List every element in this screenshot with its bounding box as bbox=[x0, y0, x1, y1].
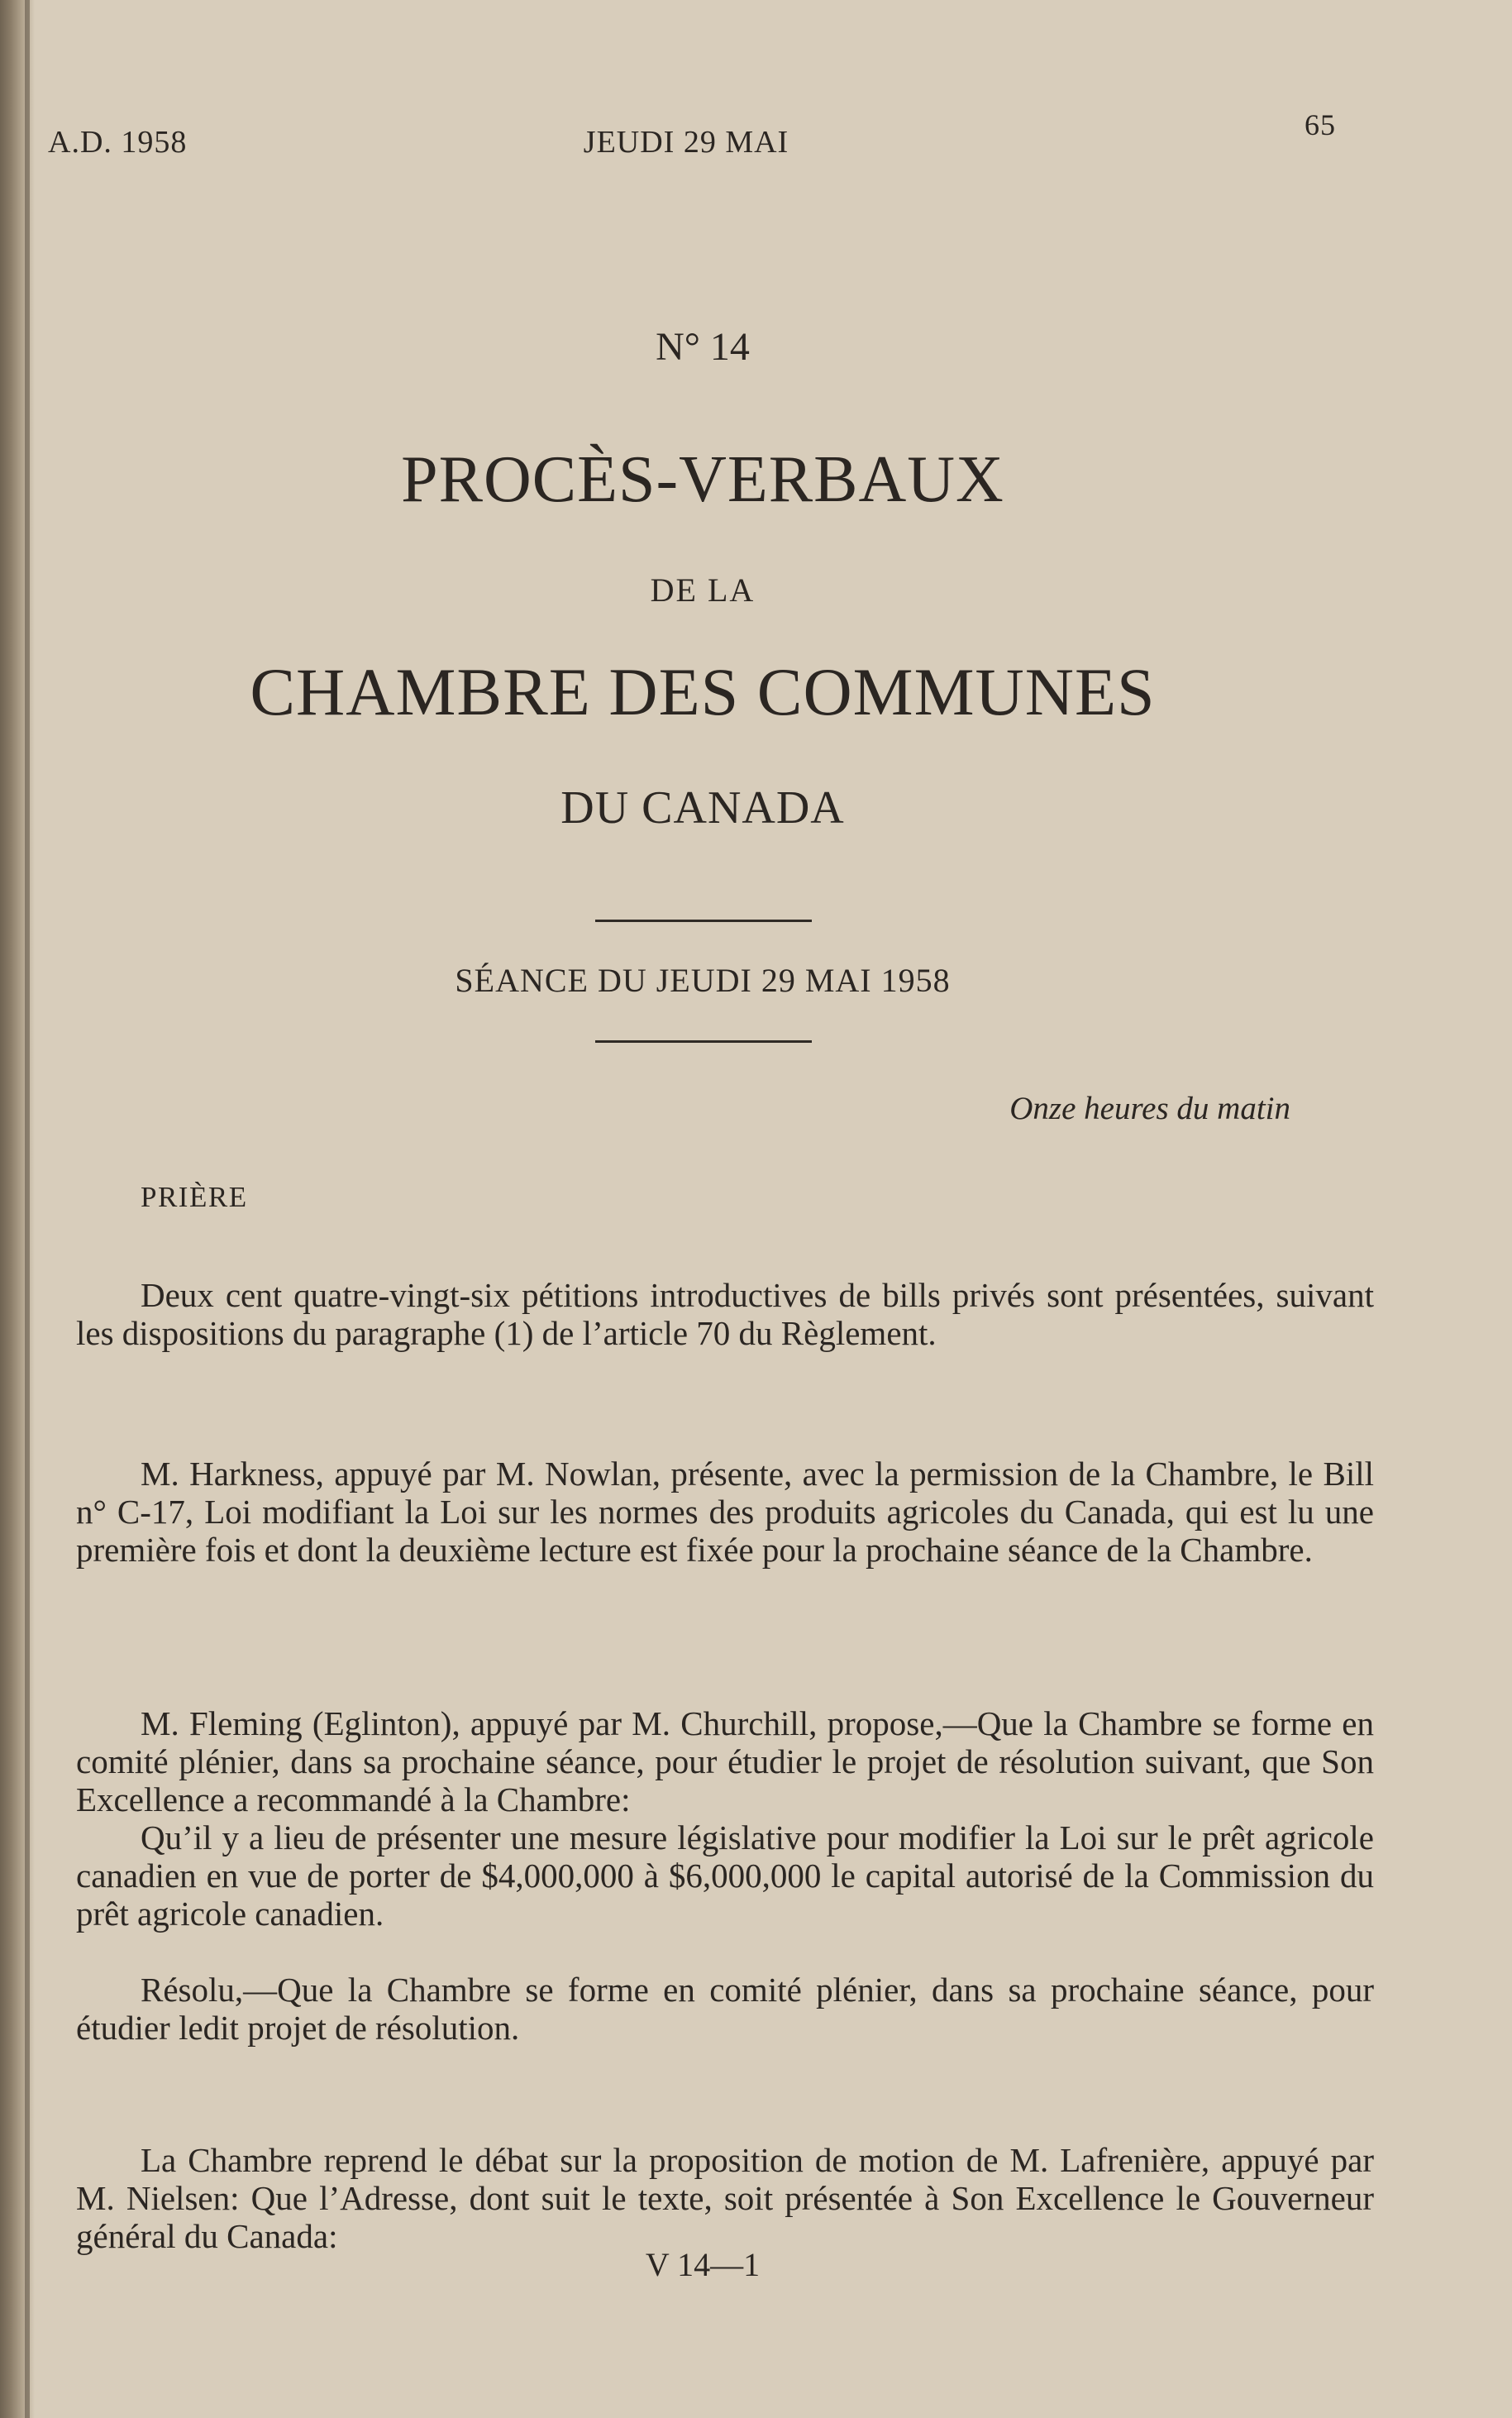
divider-bottom bbox=[595, 1040, 812, 1043]
sitting-heading: SÉANCE DU JEUDI 29 MAI 1958 bbox=[455, 962, 951, 999]
paragraph-bill-c17: M. Harkness, appuyé par M. Nowlan, présente, avec la permission de la Chambre, le Bill n° C-17, Loi modifiant la Loi sur les normes des produits agricoles du Canada, qui est lu une première fois et dont la deuxième lecture est fixée pour la prochaine séance de la Chambre. bbox=[76, 1455, 1374, 1569]
paragraph-fleming-motion: M. Fleming (Eglinton), appuyé par M. Churchill, propose,—Que la Chambre se forme en comité plénier, dans sa prochaine séance, pour étudier le projet de résolution suivant, que Son Excellence a recommandé à la Chambre: bbox=[76, 1704, 1374, 1818]
running-head-year: A.D. 1958 bbox=[48, 125, 188, 160]
issue-number: N° 14 bbox=[656, 325, 750, 369]
paragraph-resolution-text: Qu’il y a lieu de présenter une mesure législative pour modifier la Loi sur le prêt agricole canadien en vue de porter de $4,000,000 à $6,000,000 le capital autorisé de la Commission du prêt agricole canadien. bbox=[76, 1818, 1374, 1933]
divider-top bbox=[595, 920, 812, 922]
prayer-heading: PRIÈRE bbox=[141, 1181, 248, 1213]
title-de-la: DE LA bbox=[650, 571, 756, 609]
title-chambre: CHAMBRE DES COMMUNES bbox=[250, 654, 1156, 729]
paragraph-resolu: Résolu,—Que la Chambre se forme en comité plénier, dans sa prochaine séance, pour étudier ledit projet de résolution. bbox=[76, 1971, 1374, 2047]
title-proces-verbaux: PROCÈS-VERBAUX bbox=[401, 443, 1004, 516]
paragraph-address-debate: La Chambre reprend le débat sur la proposition de motion de M. Lafrenière, appuyé par M. Nielsen: Que l’Adresse, dont suit le texte, soit présentée à Son Excellence le Gouverneur général du Canada: bbox=[76, 2141, 1374, 2255]
running-head-date: JEUDI 29 MAI bbox=[583, 125, 789, 160]
folio-signature: V 14—1 bbox=[645, 2246, 761, 2283]
paragraph-petitions: Deux cent quatre-vingt-six pétitions introductives de bills privés sont présentées, suivant les dispositions du paragraphe (1) de l’article 70 du Règlement. bbox=[76, 1276, 1374, 1352]
title-du-canada: DU CANADA bbox=[560, 782, 845, 834]
page-number: 65 bbox=[1305, 108, 1336, 141]
time-note: Onze heures du matin bbox=[1009, 1091, 1290, 1126]
